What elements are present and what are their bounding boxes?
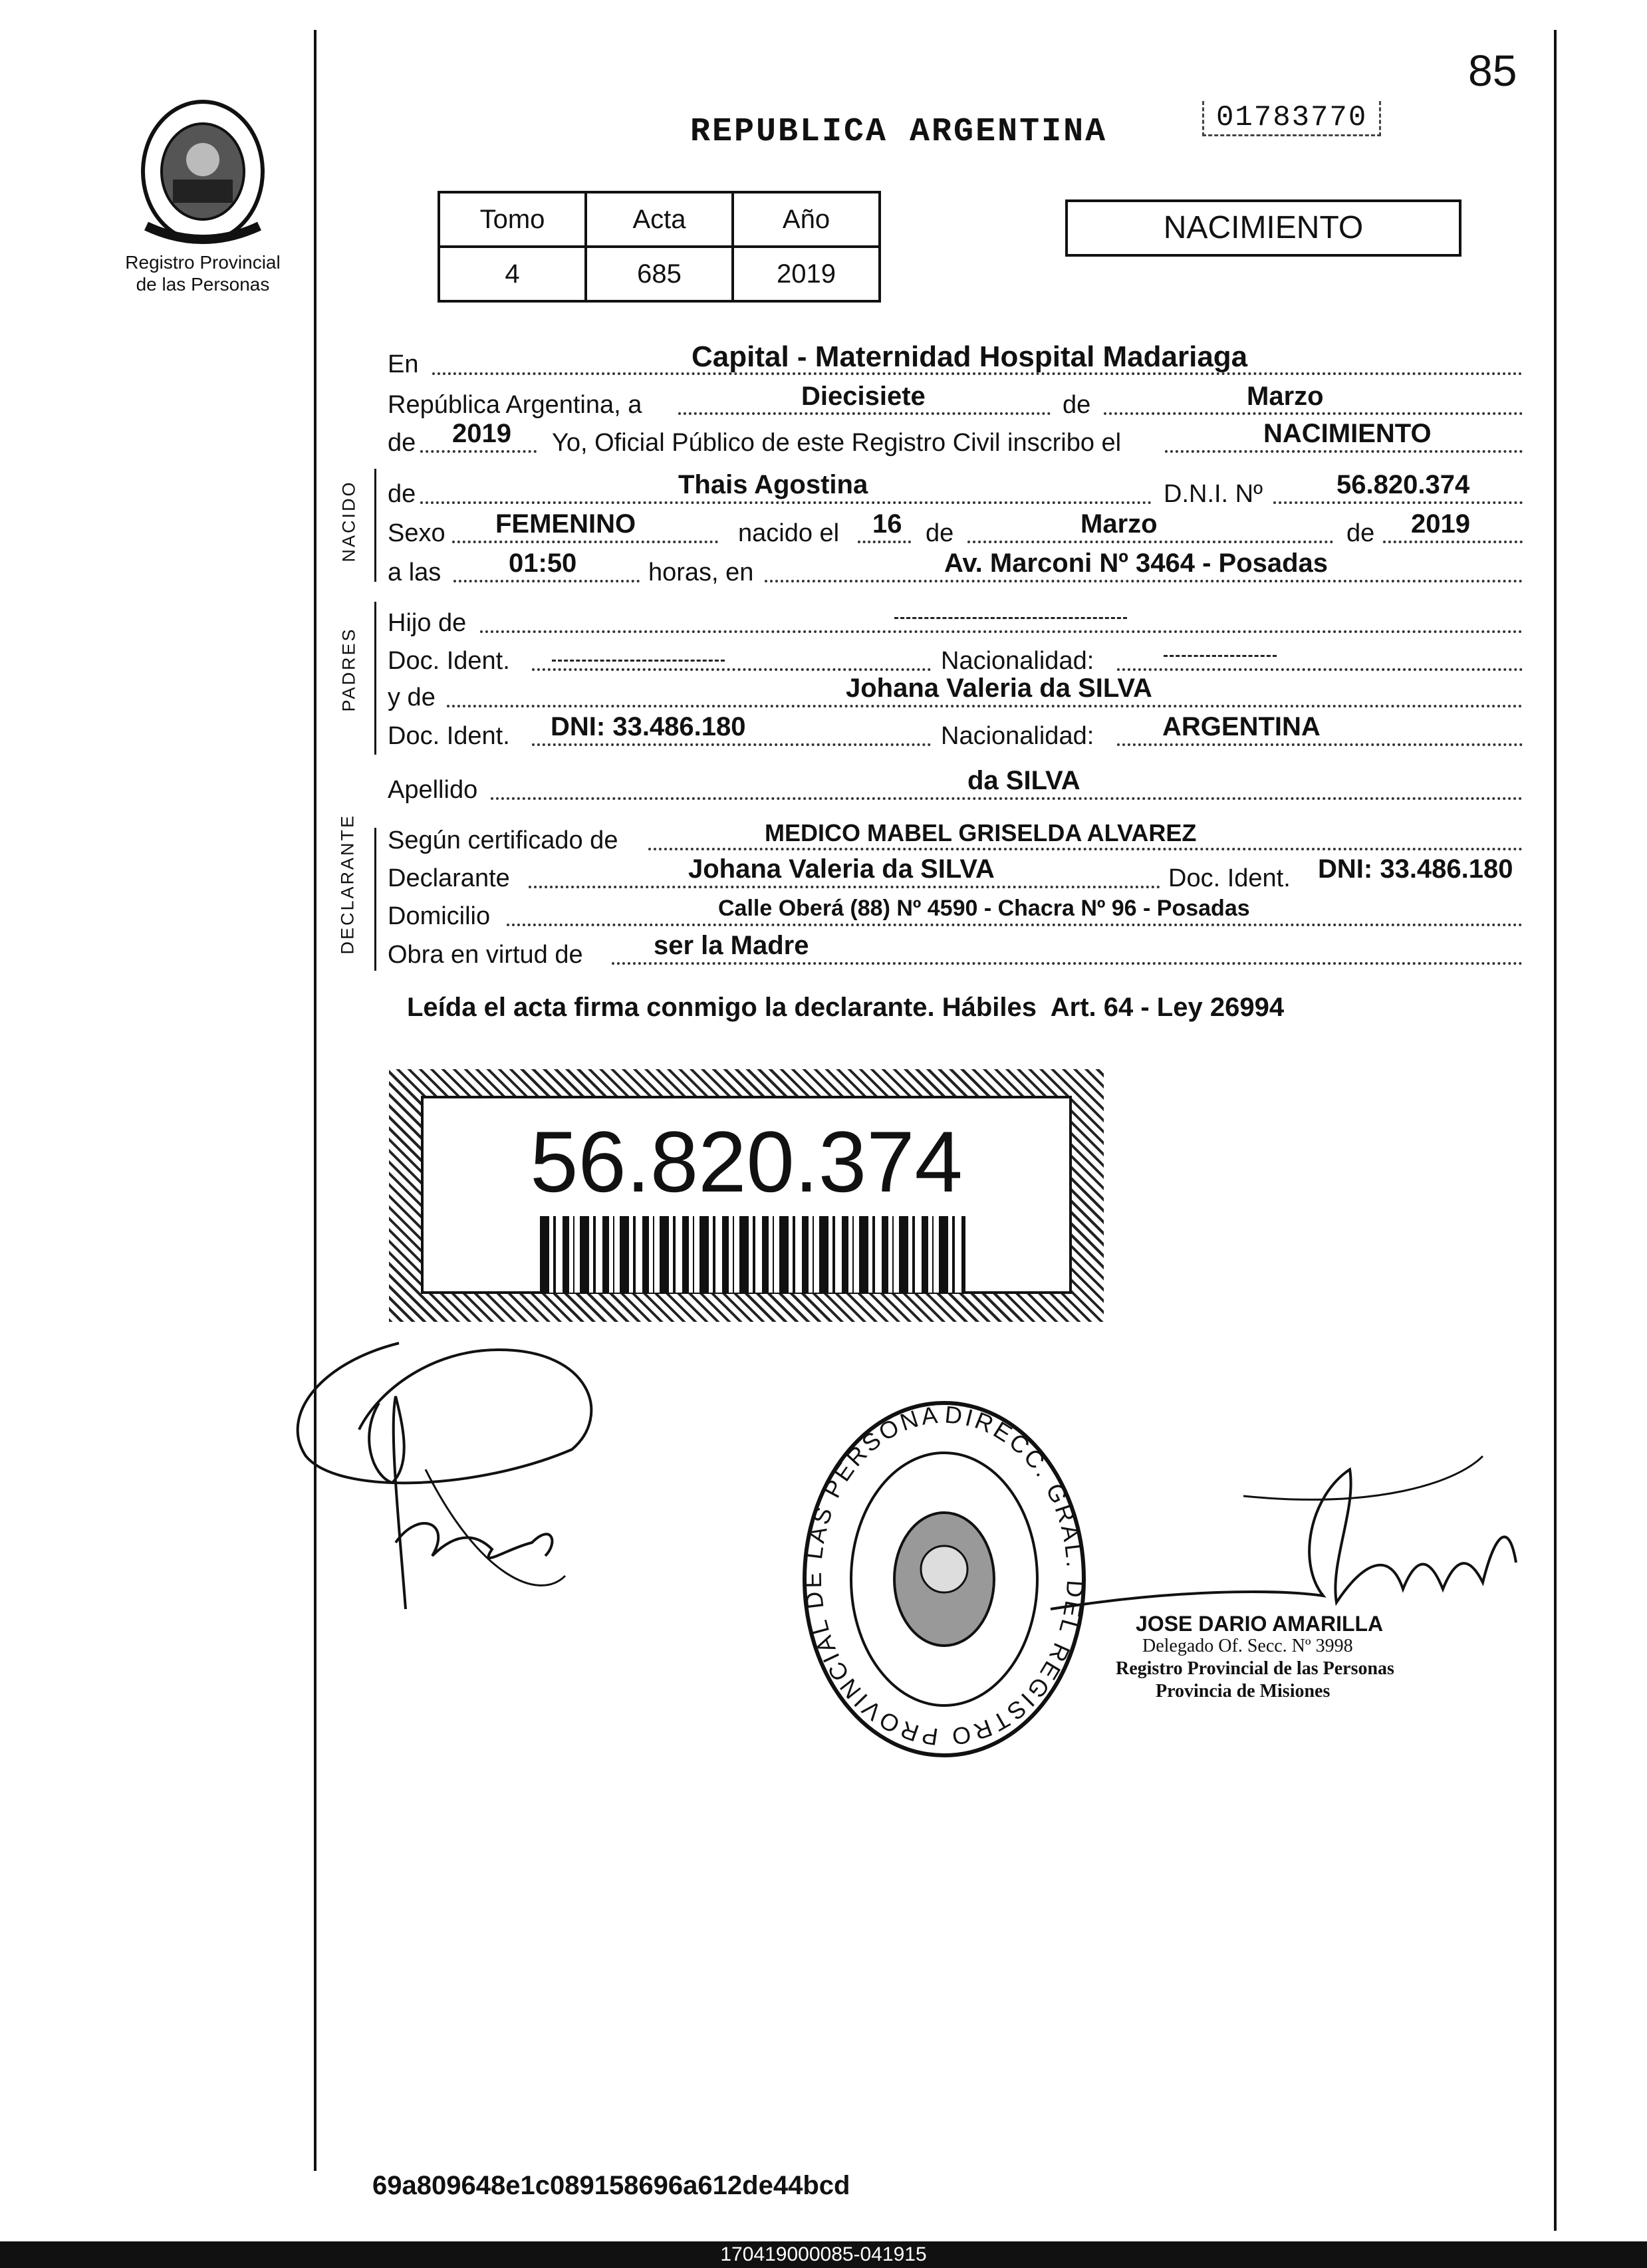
dotted-line: [491, 797, 1523, 800]
dotted-line: [532, 743, 931, 746]
signer-role: Delegado Of. Secc. Nº 3998: [1142, 1636, 1353, 1656]
label-de: de: [1063, 391, 1091, 419]
declarant-name: Johana Valeria da SILVA: [688, 854, 995, 884]
registration-type: NACIMIENTO: [1263, 419, 1432, 448]
ref-acta: 685: [586, 247, 733, 301]
signer-block: [1116, 1612, 1394, 1703]
label-segun: Según certificado de: [388, 826, 618, 854]
label-doc-ident-3: Doc. Ident.: [1168, 864, 1291, 892]
id-number: 56.820.374: [530, 1113, 963, 1210]
dotted-line: [967, 541, 1333, 543]
dotted-line: [1383, 541, 1523, 543]
label-de-mes: de: [926, 519, 954, 547]
label-republica: República Argentina, a: [388, 391, 642, 419]
declarant-document: DNI: 33.486.180: [1318, 854, 1513, 884]
child-name: Thais Agostina: [678, 470, 868, 499]
barcode: [540, 1216, 965, 1293]
signer-province: Provincia de Misiones: [1156, 1681, 1330, 1701]
birth-time: 01:50: [509, 549, 577, 578]
dotted-line: [648, 848, 1523, 850]
document-title: REPUBLICA ARGENTINA: [690, 113, 1108, 151]
doc-type-box: NACIMIENTO: [1065, 199, 1461, 257]
declarant-signature: [279, 1323, 625, 1642]
right-margin-rule: [1554, 30, 1557, 2231]
agency-line-1: Registro Provincial: [125, 252, 281, 273]
label-de-anio: de: [1346, 519, 1375, 547]
label-a-las: a las: [388, 559, 442, 586]
label-declarante: Declarante: [388, 864, 510, 892]
dotted-line: [1165, 450, 1523, 453]
label-hijo-de: Hijo de: [388, 609, 467, 637]
dotted-line: [678, 412, 1051, 415]
agency-line-2: de las Personas: [136, 274, 270, 295]
label-domicilio: Domicilio: [388, 902, 491, 930]
birth-address: Av. Marconi Nº 3464 - Posadas: [944, 549, 1329, 578]
section-padres: PADRES: [338, 627, 359, 712]
label-de-year: de: [388, 429, 416, 457]
surname: da SILVA: [967, 766, 1080, 795]
dotted-line: [612, 962, 1523, 965]
section-rule: [374, 828, 376, 971]
signer-name: JOSE DARIO AMARILLA: [1136, 1612, 1384, 1636]
registration-day: Diecisiete: [801, 382, 926, 411]
dotted-line: [452, 541, 718, 543]
birth-year: 2019: [1411, 509, 1470, 539]
ref-header-anio: Año: [733, 192, 880, 247]
dotted-line: [507, 924, 1523, 926]
dotted-line: [1104, 412, 1523, 415]
left-margin-rule: [314, 30, 317, 2171]
label-nacionalidad-2: Nacionalidad:: [941, 722, 1094, 750]
ref-anio: 2019: [733, 247, 880, 301]
blank-dash: [894, 617, 1127, 619]
label-nacionalidad-1: Nacionalidad:: [941, 647, 1094, 675]
ref-header-acta: Acta: [586, 192, 733, 247]
label-horas-en: horas, en: [648, 559, 754, 586]
section-rule: [374, 469, 376, 582]
mother-document: DNI: 33.486.180: [551, 712, 746, 741]
dotted-line: [1117, 743, 1523, 746]
dotted-line: [1273, 501, 1523, 504]
page-number: 85: [1468, 46, 1517, 95]
registration-month: Marzo: [1247, 382, 1324, 411]
birth-place: Capital - Maternidad Hospital Madariaga: [692, 340, 1248, 373]
dotted-line: [1117, 668, 1523, 671]
label-dni: D.N.I. Nº: [1164, 480, 1263, 508]
certificate-by: MEDICO MABEL GRISELDA ALVAREZ: [765, 819, 1197, 846]
blank-dash: [1164, 655, 1277, 657]
label-apellido: Apellido: [388, 776, 478, 804]
dotted-line: [453, 580, 640, 582]
birth-day: 16: [872, 509, 902, 539]
section-declarante: DECLARANTE: [337, 813, 358, 955]
label-obra: Obra en virtud de: [388, 941, 583, 969]
label-sexo: Sexo: [388, 519, 445, 547]
dotted-line: [529, 886, 1160, 888]
mother-name: Johana Valeria da SILVA: [846, 674, 1152, 703]
dotted-line: [480, 630, 1523, 633]
reference-table: [438, 191, 881, 303]
serial-number: 01783770: [1202, 101, 1381, 136]
ref-header-tomo: Tomo: [439, 192, 586, 247]
blank-dash: [552, 660, 725, 662]
mother-nationality: ARGENTINA: [1162, 712, 1321, 741]
dotted-line: [447, 705, 1523, 707]
dotted-line: [420, 450, 537, 453]
document-hash: 69a809648e1c089158696a612de44bcd: [372, 2171, 850, 2200]
child-sex: FEMENINO: [495, 509, 636, 539]
signer-org: Registro Provincial de las Personas: [1116, 1658, 1394, 1679]
seal-text: DIRECC. GRAL. DEL REGISTRO PROVINCIAL DE LAS PERSONA: [799, 1400, 1090, 1751]
declarant-address: Calle Oberá (88) Nº 4590 - Chacra Nº 96 - Posadas: [718, 896, 1250, 921]
label-nacido-de: de: [388, 480, 416, 508]
label-doc-ident-1: Doc. Ident.: [388, 647, 510, 675]
label-yo: Yo, Oficial Público de este Registro Civil inscribo el: [552, 429, 1122, 457]
dotted-line: [420, 501, 1152, 504]
acting-as: ser la Madre: [654, 931, 809, 960]
label-nacido-el: nacido el: [738, 519, 840, 547]
section-nacido: NACIDO: [338, 480, 359, 563]
province-emblem: [133, 93, 273, 246]
child-dni: 56.820.374: [1336, 470, 1470, 499]
label-y-de: y de: [388, 684, 436, 711]
ref-tomo: 4: [439, 247, 586, 301]
closing-statement: Leída el acta firma conmigo la declarante. Hábiles Art. 64 - Ley 26994: [407, 993, 1285, 1022]
agency-name: [100, 251, 306, 295]
registration-year: 2019: [452, 419, 511, 448]
birth-month: Marzo: [1080, 509, 1158, 539]
footer-code: 170419000085-041915: [0, 2241, 1647, 2268]
label-en: En: [388, 350, 419, 378]
section-rule: [374, 602, 376, 755]
dotted-line: [532, 668, 931, 671]
dotted-line: [858, 541, 911, 543]
dotted-line: [765, 580, 1523, 582]
id-number-frame: [389, 1069, 1104, 1322]
label-doc-ident-2: Doc. Ident.: [388, 722, 510, 750]
